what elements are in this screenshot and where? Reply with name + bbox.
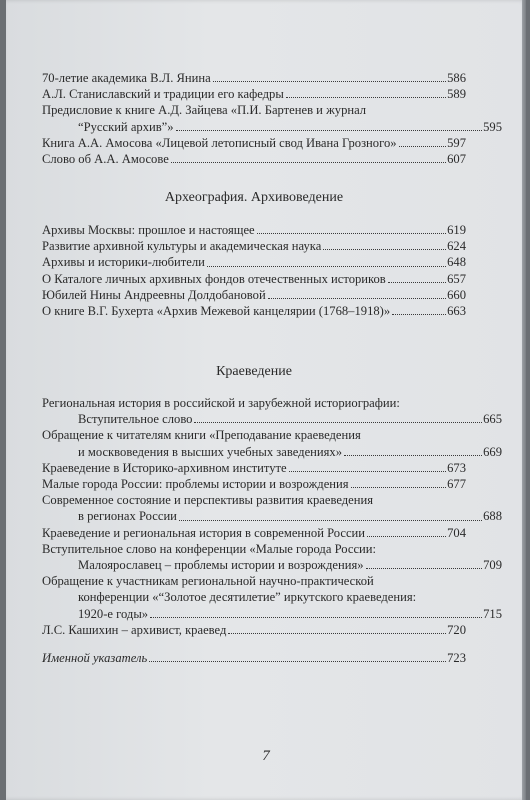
- toc-entry: Современное состояние и перспективы развития краеведения в регионах России 688: [42, 493, 502, 524]
- dot-leader: [351, 487, 447, 488]
- page-ref: 586: [447, 71, 466, 85]
- page-ref: 589: [447, 87, 466, 102]
- page-ref: 669: [483, 444, 502, 459]
- toc-entry: Краеведение и региональная история в современной России 704: [42, 525, 466, 540]
- page-edge-shadow: [522, 0, 526, 800]
- dot-leader: [392, 314, 446, 315]
- dot-leader: [207, 266, 446, 267]
- toc-section-local-history: [42, 395, 502, 638]
- book-page: [6, 0, 526, 800]
- page-ref: 704: [447, 525, 466, 540]
- page-ref: 673: [447, 460, 466, 475]
- toc-entry: Малые города России: проблемы истории и возрождения 677: [42, 477, 466, 492]
- toc-section-archives: [42, 222, 466, 319]
- dot-leader: [194, 422, 482, 423]
- dot-leader: [176, 130, 483, 131]
- toc-entry: Архивы Москвы: прошлое и настоящее 619: [42, 223, 466, 237]
- toc-entry: А.Л. Станиславский и традиции его кафедры 589: [42, 87, 466, 102]
- dot-leader: [323, 249, 446, 250]
- page-ref: 595: [483, 119, 502, 134]
- toc-entry: О книге В.Г. Бухерта «Архив Межевой канцелярии (1768–1918)» 663: [42, 304, 466, 319]
- dot-leader: [366, 568, 483, 569]
- page-ref: 607: [447, 152, 466, 167]
- page-ref: 720: [447, 622, 466, 637]
- page-ref: 715: [483, 606, 502, 621]
- toc-index: [42, 650, 466, 666]
- toc-entry: Краеведение в Историко-архивном институте 673: [42, 460, 466, 475]
- dot-leader: [171, 162, 446, 163]
- page-ref: 660: [447, 287, 466, 302]
- dot-leader: [399, 146, 447, 147]
- toc-entry: Юбилей Нины Андреевны Долдобановой 660: [42, 287, 466, 302]
- dot-leader: [150, 617, 482, 618]
- dot-leader: [388, 282, 446, 283]
- page-ref: 624: [447, 239, 466, 254]
- dot-leader: [268, 298, 446, 299]
- toc-entry: Предисловие к книге А.Д. Зайцева «П.И. Бартенев и журнал “Русский архив”» 595: [42, 103, 502, 134]
- dot-leader: [289, 471, 446, 472]
- page-ref: 665: [483, 412, 502, 427]
- dot-leader: [367, 536, 446, 537]
- toc-entry: Слово об А.А. Амосове 607: [42, 152, 466, 167]
- toc-entry: Развитие архивной культуры и академическая наука 624: [42, 239, 466, 254]
- page-ref: 677: [447, 477, 466, 492]
- toc-entry: Книга А.А. Амосова «Лицевой летописный свод Ивана Грозного» 597: [42, 135, 466, 150]
- dot-leader: [344, 455, 482, 456]
- dot-leader: [228, 633, 446, 634]
- dot-leader: [213, 81, 446, 82]
- toc-entry: Региональная история в российской и зарубежной историографии: Вступительное слово 665: [42, 396, 502, 427]
- toc-group-1: [42, 70, 502, 167]
- dot-leader: [286, 97, 446, 98]
- toc-entry-name-index: Именной указатель 723: [42, 651, 466, 665]
- toc-entry: Архивы и историки-любители 648: [42, 255, 466, 270]
- page-ref: 663: [447, 304, 466, 319]
- toc-entry: Вступительное слово на конференции «Малые города России: Малоярославец – проблемы истории и возрождения» 709: [42, 541, 502, 573]
- toc-entry: Л.С. Кашихин – архивист, краевед 720: [42, 622, 466, 637]
- page-ref: 709: [483, 558, 502, 573]
- toc-entry: Обращение к читателям книги «Преподавание краеведения и москвоведения в высших учебных заведениях» 669: [42, 428, 502, 459]
- toc-entry: 70-летие академика В.Л. Янина 586: [42, 71, 466, 85]
- page-ref: 723: [447, 651, 466, 665]
- section-heading: Краеведение: [216, 364, 292, 379]
- dot-leader: [149, 661, 446, 662]
- page-number: 7: [262, 748, 270, 764]
- page-ref: 688: [483, 509, 502, 524]
- page-ref: 619: [447, 223, 466, 237]
- page-ref: 657: [447, 271, 466, 286]
- toc-entry: Обращение к участникам региональной научно-практической конференции «“Золотое десятилетие” иркутского краеведения: 1920-е годы» 715: [42, 574, 502, 621]
- section-heading: Археография. Архивоведение: [164, 190, 344, 205]
- toc-entry: О Каталоге личных архивных фондов отечественных историков 657: [42, 271, 466, 286]
- dot-leader: [257, 233, 446, 234]
- page-ref: 597: [447, 135, 466, 150]
- page-ref: 648: [447, 255, 466, 270]
- dot-leader: [179, 520, 482, 521]
